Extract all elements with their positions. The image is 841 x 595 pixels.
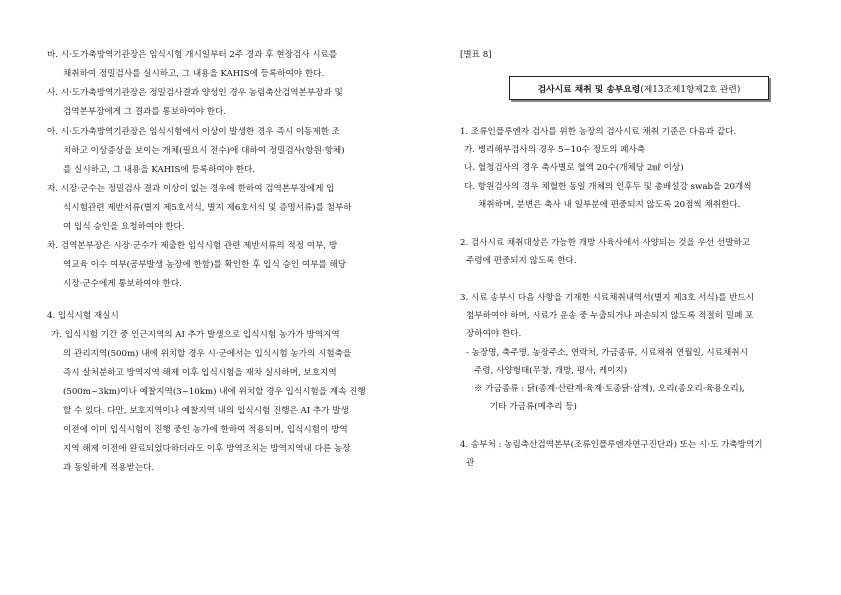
r-section-3-line-4: - 농장명, 축주명, 농장주소, 연락처, 가금종류, 시료채취 연월일, 시료채취시 <box>466 348 748 358</box>
r-section-4-line-1: 4. 송부처 : 농림축산검역본부(조류인플루엔자연구진단과) 또는 시·도 가축방역기 <box>460 440 763 450</box>
section-4-line-1: 가. 입식시험 기간 중 인근지역의 AI 추가 발생으로 입식시험 농가가 방역지역 <box>51 330 340 340</box>
r-section-2-line-2: 주령에 편중되지 않도록 한다. <box>466 256 577 266</box>
annex-title: 검사시료 채취 및 송부요령 <box>537 85 641 95</box>
table-label: [별표 8] <box>460 50 492 60</box>
item-cha-line-3: 시장·군수에게 통보하여야 한다. <box>63 279 182 289</box>
item-ba-line-2: 채취하여 정밀검사를 실시하고, 그 내용을 KAHIS에 등록하여야 한다. <box>63 69 325 79</box>
item-a-line-1: 아. 시·도가축방역기관장은 임식시험에서 이상이 발생한 경우 즉시 이동제한 조 <box>47 127 340 137</box>
r-section-3-line-3: 장하여야 한다. <box>466 329 522 339</box>
r-section-2-line-1: 2. 검사시료 채취대상은 가능한 개방 사육사에서 사양되는 것을 우선 선발하고 <box>460 238 751 248</box>
section-4-line-4: (500m~3km)이나 예찰지역(3~10km) 내에 위치할 경우 입식시험을 계속 진행 <box>63 387 366 397</box>
item-a-line-2: 치하고 이상증상을 보이는 개체(필요시 전수)에 대하여 정밀검사(항원·항체) <box>63 146 345 156</box>
r-section-4-line-2: 관 <box>466 458 475 468</box>
item-cha-line-2: 역교육 이수 여부(공부발생 농장에 한함)를 확인한 후 입식 승인 여부를 해당 <box>63 260 347 270</box>
r-section-3-line-6: ※ 가금종류 : 닭(종계·산란계·육계·토종닭·삼계), 오리(종오리·육용오리), <box>474 384 745 394</box>
r-section-1-line-4: 다. 항원검사의 경우 채혈한 동일 개체의 인후두 및 총배설강 swab을 20개씩 <box>464 182 752 192</box>
section-4-line-2: 의 관리지역(500m) 내에 위치할 경우 시·군에서는 입식시험 농가의 시험축을 <box>63 349 352 359</box>
item-sa-line-2: 검역본부장에게 그 결과를 통보하여야 한다. <box>63 107 227 117</box>
r-section-3-line-1: 3. 시료 송부시 다음 사항을 기재한 시료채취내역서(별지 제3호 서식)를 반드시 <box>460 293 755 303</box>
section-4-line-3: 즉시 살처분하고 방역지역 해제 이후 입식시험을 재차 실시하며, 보호지역 <box>63 368 337 378</box>
section-4-line-6: 이전에 이미 입식시험이 진행 중인 농가에 한하여 적용되며, 입식시험이 방역 <box>63 425 348 435</box>
item-ja-line-1: 자. 시장·군수는 정밀검사 결과 이상이 없는 경우에 한하여 검역본부장에게 입 <box>47 184 335 194</box>
section-4-line-5: 할 수 있다. 다만, 보호지역이나 예찰지역 내의 입식시험 진행은 AI 추가 발생 <box>63 406 349 416</box>
r-section-3-line-2: 첨부하여야 하며, 시료가 운송 중 누출되거나 파손되지 않도록 적절히 밀폐 포 <box>466 311 754 321</box>
r-section-1-line-2: 가. 병리해부검사의 경우 5~10수 정도의 폐사축 <box>464 145 646 155</box>
r-section-1-line-5: 채취하며, 분변은 축사 내 일부분에 편중되지 않도록 20점씩 채취한다. <box>478 200 741 210</box>
section-4-line-8: 과 동일하게 적용받는다. <box>63 463 155 473</box>
annex-title-reference: (제13조제1항제2호 관련) <box>640 85 741 95</box>
r-section-3-line-5: 주령, 사양형태(무창, 개방, 평사, 케이지) <box>474 366 628 376</box>
annex-title-box <box>509 76 769 100</box>
section-4-title: 4. 입식시험 재실시 <box>47 311 119 321</box>
item-sa-line-1: 사. 시·도가축방역기관장은 정밀검사결과 양성인 경우 농림축산검역본부장과 및 <box>47 88 343 98</box>
item-ja-line-2: 식시험관련 제반서류(별지 제5호서식, 별지 제6호서식 및 증명서류)를 첨부하 <box>63 203 352 213</box>
item-cha-line-1: 차. 검역본부장은 시장·군수가 제출한 임식시험 관련 제반서류의 적정 여부, 방 <box>47 241 338 251</box>
r-section-1-line-1: 1. 조류인플루엔자 검사를 위한 농장의 검사시료 채취 기준은 다음과 같다. <box>460 127 737 137</box>
item-ba-line-1: 바. 시·도가축방역기관장은 임식시험 개시일부터 2주 경과 후 현장검사 시료를 <box>47 50 338 60</box>
item-ja-line-3: 여 입식 승인을 요청하여야 한다. <box>63 222 185 232</box>
r-section-3-line-7: 기타 가금류(메추리 등) <box>490 402 577 412</box>
r-section-1-line-3: 나. 혈청검사의 경우 축사별로 혈액 20수(개체당 2㎖ 이상) <box>464 163 684 173</box>
section-4-line-7: 지역 해제 이전에 완료되었다하더라도 이후 방역조치는 방역지역내 다른 농장 <box>63 444 351 454</box>
item-a-line-3: 를 실시하고, 그 내용을 KAHIS에 등록하여야 한다. <box>63 165 256 175</box>
